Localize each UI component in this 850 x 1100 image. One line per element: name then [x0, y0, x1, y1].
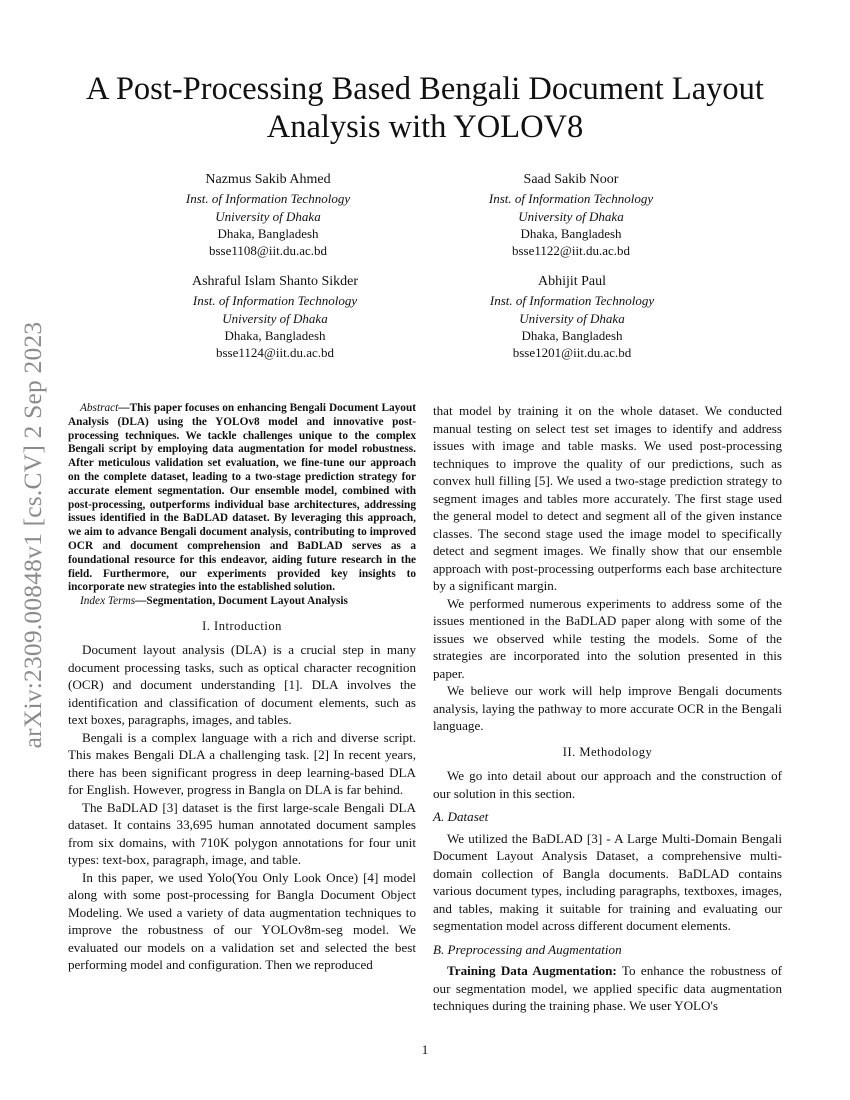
index-terms: Segmentation, Document Layout Analysis — [146, 595, 348, 608]
author-institute: Inst. of Information Technology — [185, 191, 351, 207]
abstract: Abstract—This paper focuses on enhancing Bengali Document Layout Analysis (DLA) using the YOLOv8 model and innovative post-processing techniques. We tackle challenges unique to the complex Bengali script by employing data augmentation for model robustness. After meticulous validation set evaluation, we fine-tune our approach on the complete dataset, leading to a two-stage prediction strategy for accurate element segmentation. Our ensemble model, combined with post-processing, outperforms individual base architectures, addressing issues identified in the BaDLAD dataset. By leveraging this approach, we aim to advance Bengali document analysis, contributing to improved OCR and document comprehension and BaDLAD serves as a foundational resource for this endeavor, aiding future research in the field. Furthermore, our experiments provided key insights to incorporate new strategies into the established solution. Index Terms—Segmentation, Document Layout Analysis — [68, 402, 416, 608]
right-column — [433, 402, 782, 1015]
subsection-heading: A. Dataset — [433, 809, 489, 824]
paragraph: The BaDLAD [3] dataset is the first large-scale Bengali DLA dataset. It contains 33,695 human annotated document samples from six domains, with 710K polygon annotations for four unit types: text-box, paragraph, image, and table. — [68, 799, 416, 868]
author-location: Dhaka, Bangladesh — [224, 327, 326, 343]
author-name: Nazmus Sakib Ahmed — [205, 172, 331, 187]
page-number: 1 — [421, 1042, 429, 1057]
author-name: Saad Sakib Noor — [523, 172, 619, 187]
paragraph: We go into detail about our approach and the construction of our solution in this section. — [433, 768, 782, 801]
paragraph: We believe our work will help improve Bengali documents analysis, laying the pathway to more accurate OCR in the Bengali language. — [433, 683, 782, 733]
section-heading: I. Introduction — [202, 618, 282, 633]
author-institute: Inst. of Information Technology — [488, 191, 654, 207]
author-location: Dhaka, Bangladesh — [521, 327, 623, 343]
left-column — [68, 402, 416, 974]
paragraph: We utilized the BaDLAD [3] - A Large Multi-Domain Bengali Document Layout Analysis Dataset, a comprehensive multi-domain collection of Bangla documents. BaDLAD contains various document types, including paragraphs, textboxes, images, and tables, making it suitable for training and evaluating our segmentation model across different document elements. — [433, 830, 782, 933]
author-university: University of Dhaka — [215, 208, 321, 224]
paragraph-lead: Training Data Augmentation: — [447, 963, 617, 978]
author-institute: Inst. of Information Technology — [489, 293, 655, 309]
paragraph — [433, 962, 782, 1015]
paragraph: Bengali is a complex language with a rich and diverse script. This makes Bengali DLA a challenging task. [2] In recent years, there has been significant progress in deep learning-based DLA for English. However, progress in Bangla on DLA is far behind. — [68, 729, 416, 798]
author-email: bsse1201@iit.du.ac.bd — [512, 345, 632, 361]
paper-title: A Post-Processing Based Bengali Document Layout Analysis with YOLOV8 — [86, 71, 764, 145]
section-heading: II. Methodology — [562, 744, 653, 759]
author-email: bsse1124@iit.du.ac.bd — [215, 345, 334, 361]
abstract-text: This paper focuses on enhancing Bengali Document Layout Analysis (DLA) using the YOLOv8 model and innovative post-processing techniques. We tackle challenges unique to the complex Bengali script by employing data augmentation for model robustness. After meticulous validation set evaluation, we fine-tune our approach on the complete dataset, leading to a two-stage prediction strategy for accurate element segmentation. Our ensemble model, combined with post-processing, outperforms individual base architectures, addressing issues identified in the BaDLAD dataset. By leveraging this approach, we aim to advance Bengali document analysis, contributing to improved OCR and document comprehension and BaDLAD serves as a foundational resource for this endeavor, aiding future research in the field. Furthermore, our experiments provided key insights to incorporate new strategies into the established solution. — [68, 402, 416, 594]
index-terms-label: Index Terms — [80, 595, 136, 608]
author-name: Ashraful Islam Shanto Sikder — [191, 274, 359, 289]
author-email: bsse1108@iit.du.ac.bd — [208, 243, 327, 259]
author-block — [421, 171, 721, 259]
author-university: University of Dhaka — [222, 310, 328, 326]
author-block — [125, 273, 425, 361]
author-university: University of Dhaka — [519, 310, 625, 326]
author-block — [422, 273, 722, 361]
author-location: Dhaka, Bangladesh — [217, 225, 319, 241]
paragraph: Document layout analysis (DLA) is a crucial step in many document processing tasks, such as optical character recognition (OCR) and document understanding [1]. DLA involves the identification and classification of document elements, such as text boxes, paragraphs, images, and tables. — [68, 642, 416, 728]
abstract-label: Abstract — [80, 402, 119, 414]
paragraph: We performed numerous experiments to address some of the issues mentioned in the BaDLAD paper along with some of the issues we observed while testing the models. Some of the strategies are incorporated into the solution presented in this paper. — [433, 595, 782, 681]
author-email: bsse1122@iit.du.ac.bd — [511, 243, 630, 259]
author-university: University of Dhaka — [518, 208, 624, 224]
author-location: Dhaka, Bangladesh — [520, 225, 622, 241]
author-institute: Inst. of Information Technology — [192, 293, 358, 309]
paragraph: that model by training it on the whole dataset. We conducted manual testing on select test set images to identify and address issues with image and table masks. We used post-processing techniques to improve the quality of our predictions, such as convex hull filling [5]. We used a two-stage prediction strategy to segment images and tables more accurately. The first stage used the general model to detect and segment all of the given instance classes. The second stage used the image model to specifically detect and segment images. We finally show that our ensemble approach with post-processing outperforms each base architecture by a significant margin. — [433, 403, 782, 593]
arxiv-identifier: arXiv:2309.00848v1 [cs.CV] 2 Sep 2023 — [18, 321, 47, 749]
paragraph: In this paper, we used Yolo(You Only Look Once) [4] model along with some post-processing for Bangla Document Object Modeling. We used a variety of data augmentation techniques to improve the robustness of our YOLOv8m-seg model. We evaluated our models on a validation set and selected the best performing model and configuration. Then we reproduced — [68, 869, 416, 973]
author-block — [118, 171, 418, 259]
subsection-heading: B. Preprocessing and Augmentation — [433, 941, 622, 957]
paragraph-text: To enhance the robustness of our segmentation model, we applied specific data augmentation techniques during the training phase. We user YOLO's — [433, 963, 782, 1013]
author-name: Abhijit Paul — [537, 274, 607, 289]
